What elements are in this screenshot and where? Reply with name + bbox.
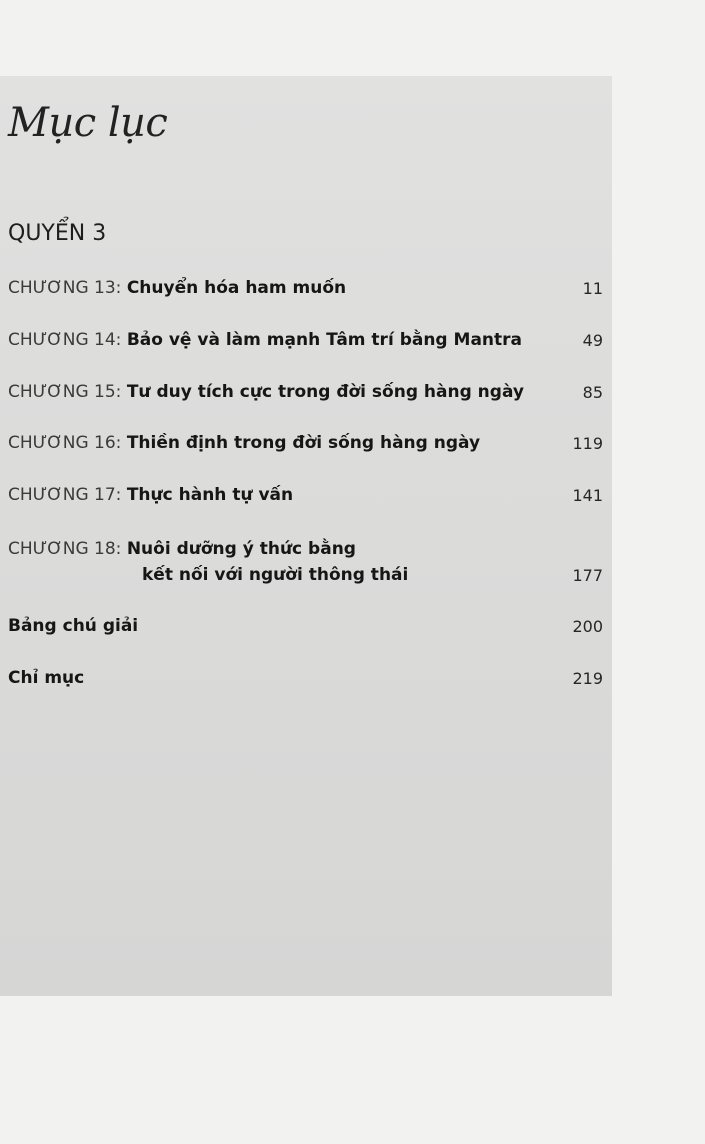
toc-entry-chapter-13[interactable] [8,276,608,301]
page-number: 11 [582,279,603,298]
page-number: 119 [572,434,603,453]
toc-entry-chapter-18[interactable] [8,537,608,562]
volume-label: QUYỂN 3 [8,221,107,246]
chapter-title: Bảo vệ và làm mạnh Tâm trí bằng Mantra [126,330,522,350]
page-number: 85 [582,383,603,402]
page-number: 219 [572,669,603,688]
chapter-number: CHƯƠNG 14: [8,330,122,350]
background-image-panel [0,76,612,996]
toc-entry-chapter-15[interactable] [8,380,608,405]
toc-entry-index[interactable] [8,666,608,691]
chapter-title: Thực hành tự vấn [126,485,294,505]
chapter-title: Chuyển hóa ham muốn [126,278,347,298]
toc-entry-chapter-16[interactable] [8,431,608,456]
toc-entry-glossary[interactable] [8,614,608,639]
appendix-title: Chỉ mục [8,668,85,688]
page-number: 141 [572,486,603,505]
chapter-number: CHƯƠNG 13: [8,278,122,298]
chapter-number: CHƯƠNG 15: [8,382,122,402]
appendix-title: Bảng chú giải [8,616,139,636]
page-number: 177 [572,566,603,585]
page-title: Mục lục [8,100,168,146]
chapter-title: Tư duy tích cực trong đời sống hàng ngày [126,382,524,402]
page-number: 200 [572,617,603,636]
chapter-number: CHƯƠNG 17: [8,485,122,505]
toc-entry-chapter-17[interactable] [8,483,608,508]
page-number: 49 [582,331,603,350]
chapter-title-continued: kết nối với người thông thái [142,565,409,585]
chapter-number: CHƯƠNG 18: [8,539,122,559]
toc-entry-chapter-14[interactable] [8,328,608,353]
chapter-title: Thiền định trong đời sống hàng ngày [126,433,481,453]
chapter-number: CHƯƠNG 16: [8,433,122,453]
chapter-title: Nuôi dưỡng ý thức bằng [126,539,356,559]
